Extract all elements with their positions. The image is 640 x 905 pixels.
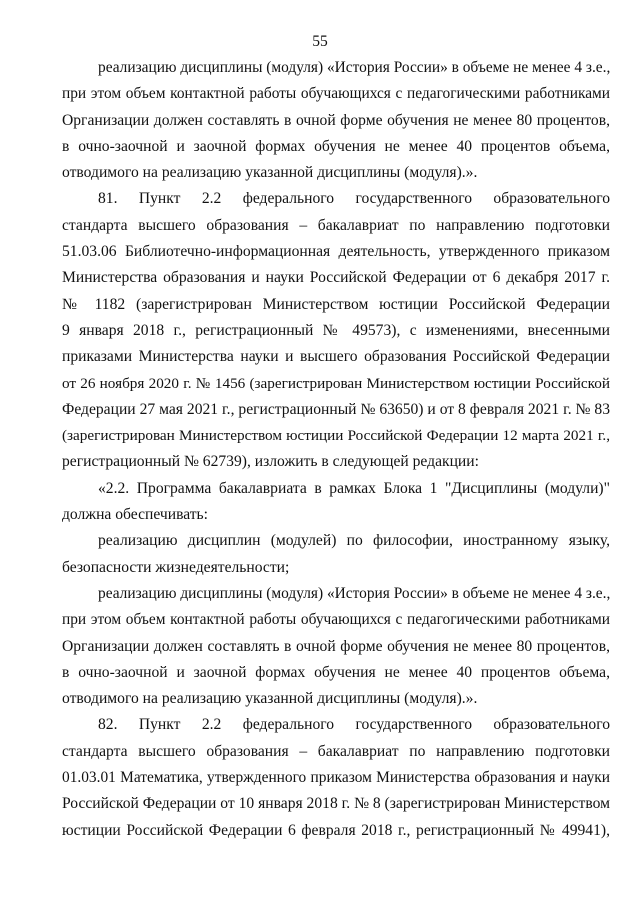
page-number: 55 — [312, 33, 328, 50]
text-line: отводимого на реализацию указанной дисциплины (модуля).». — [62, 164, 478, 182]
text-line: в очно-заочной и заочной формах обучения не менее 40 процентов объема, — [62, 663, 610, 681]
text-line: «2.2. Программа бакалавриата в рамках Блока 1 "Дисциплины (модули)" — [98, 479, 610, 497]
text-line: при этом объем контактной работы обучающихся с педагогическими работниками — [62, 611, 610, 629]
text-line: реализацию дисциплины (модуля) «История России» в объеме не менее 4 з.е., — [98, 59, 610, 76]
text-line: 81. Пункт 2.2 федерального государственного образовательного — [98, 190, 610, 208]
text-line: безопасности жизнедеятельности; — [62, 558, 290, 576]
text-line: реализацию дисциплины (модуля) «История России» в объеме не менее 4 з.е., — [98, 584, 610, 602]
text-line: при этом объем контактной работы обучающихся с педагогическими работниками — [62, 85, 610, 103]
text-line: (зарегистрирован Министерством юстиции Российской Федерации 12 марта 2021 г., — [62, 427, 610, 445]
text-line: юстиции Российской Федерации 6 февраля 2018 г., регистрационный № 49941), — [62, 821, 610, 839]
document-body — [62, 55, 610, 844]
text-line: стандарта высшего образования – бакалавриат по направлению подготовки — [62, 216, 610, 234]
text-line: № 1182 (зарегистрирован Министерством юстиции Российской Федерации — [62, 295, 610, 313]
text-line: 82. Пункт 2.2 федерального государственного образовательного — [98, 716, 610, 734]
text-line: Российской Федерации от 10 января 2018 г. № 8 (зарегистрирован Министерством — [62, 795, 610, 813]
text-line: стандарта высшего образования – бакалавриат по направлению подготовки — [62, 742, 610, 760]
text-line: 9 января 2018 г., регистрационный № 49573), с изменениями, внесенными — [62, 321, 610, 339]
text-line: приказами Министерства науки и высшего образования Российской Федерации — [62, 348, 610, 366]
text-line: 51.03.06 Библиотечно-информационная деятельность, утвержденного приказом — [62, 243, 610, 261]
text-line: регистрационный № 62739), изложить в следующей редакции: — [62, 453, 479, 471]
text-line: должна обеспечивать: — [62, 506, 209, 524]
text-line: 01.03.01 Математика, утвержденного приказом Министерства образования и науки — [62, 769, 610, 787]
text-line: от 26 ноября 2020 г. № 1456 (зарегистрирован Министерством юстиции Российской — [62, 374, 610, 392]
text-line: реализацию дисциплин (модулей) по философии, иностранному языку, — [98, 532, 610, 550]
text-line: Федерации 27 мая 2021 г., регистрационный № 63650) и от 8 февраля 2021 г. № 83 — [62, 400, 610, 418]
text-line: отводимого на реализацию указанной дисциплины (модуля).». — [62, 690, 478, 708]
text-line: в очно-заочной и заочной формах обучения не менее 40 процентов объема, — [62, 137, 610, 155]
text-line: Министерства образования и науки Российской Федерации от 6 декабря 2017 г. — [62, 269, 610, 287]
text-line: Организации должен составлять в очной форме обучения не менее 80 процентов, — [62, 637, 610, 655]
text-line: Организации должен составлять в очной форме обучения не менее 80 процентов, — [62, 111, 610, 129]
